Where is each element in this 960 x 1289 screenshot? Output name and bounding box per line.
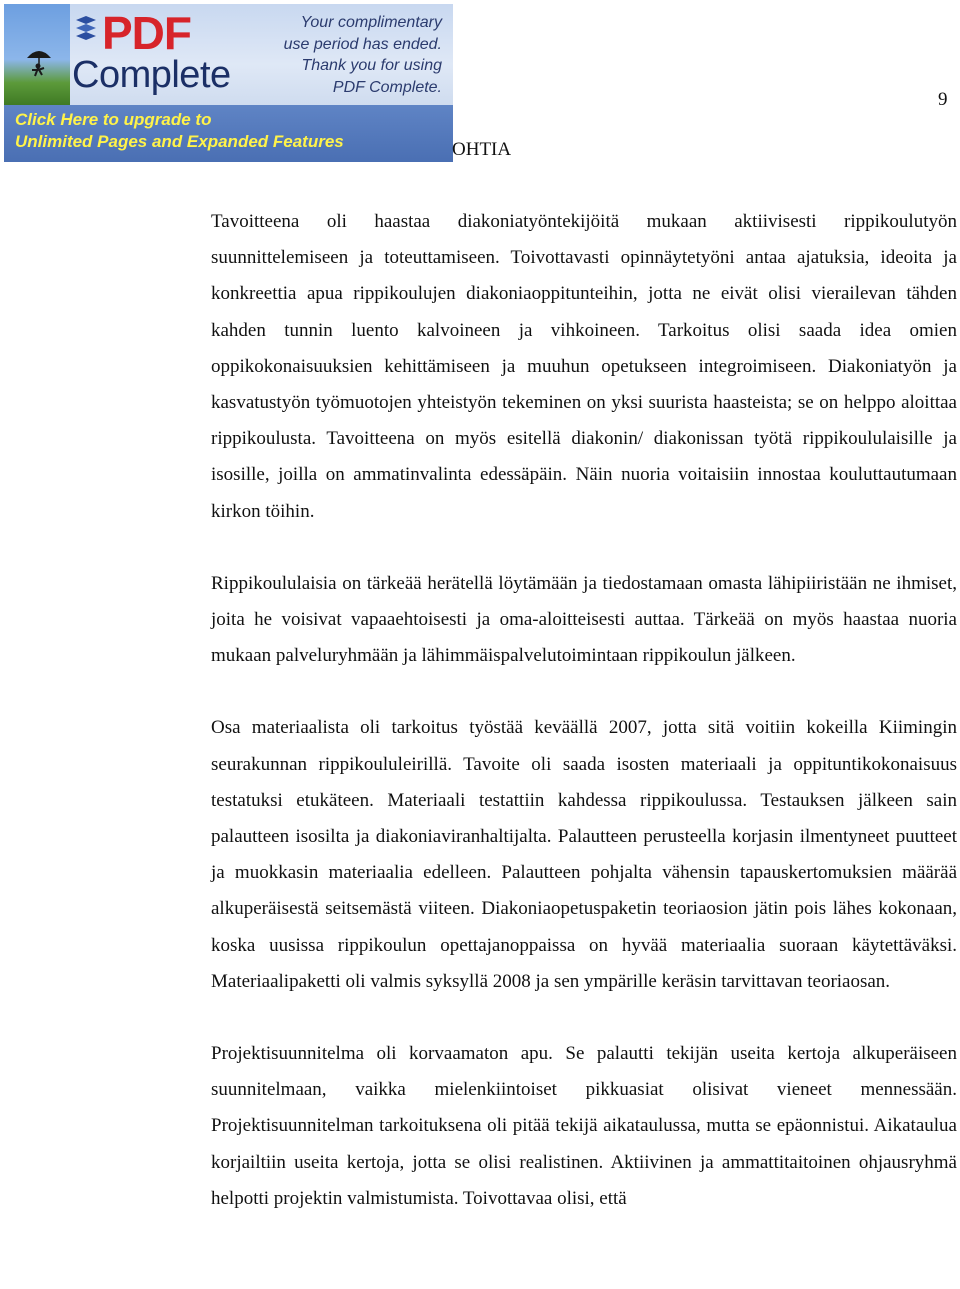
paragraph: Rippikoululaisia on tärkeää herätellä löytämään ja tiedostamaan omasta lähipiiristään ne ihmiset, joita he voisivat vapaaehtoisesti ja oma-aloitteisesti auttaa. Tärkeää on myös haastaa nuoria mukaan palveluryhmään ja lähimmäispalvelutoimintaan rippikoulun jälkeen.: [211, 572, 957, 667]
tagline-line: PDF Complete.: [332, 78, 442, 96]
umbrella-jumper-icon: [24, 46, 54, 80]
pdf-logo-mark-icon: [72, 14, 98, 50]
banner-tagline: [252, 12, 442, 98]
paragraph: Projektisuunnitelma oli korvaamaton apu. Se palautti tekijän useita kertoja alkuperäiseen suunnitelmaan, vaikka mielenkiintoiset pikkuasiat olisivat vieneet mennessään. Projektisuunnitelman tarkoituksena oli pitää tekijä aikataulussa, mutta se epäonnistui. Aikataulua korjailtiin useita kertoja, jotta se olisi realistinen. Aktiivinen ja ammattitaitoinen ohjausryhmä helpotti projektin valmistumista. Toivottavaa olisi, että: [211, 1043, 957, 1209]
tagline-line: Your complimentary: [300, 14, 442, 31]
banner-header: [4, 4, 453, 105]
paragraph: Osa materiaalista oli tarkoitus työstää keväällä 2007, jotta sitä voitiin kokeilla Kiimingin seurakunnan rippikoululeirillä. Tavoite oli saada isosten materiaali ja oppituntikokonaisuus testatuksi etukäteen. Materiaali testattiin kahdessa rippikoulussa. Testauksen jälkeen sain palautteen isosilta ja diakoniaviranhaltijalta. Palautteen perusteella korjasin ilmentyneet puutteet ja muokkasin materiaalia edelleen. Palautteen pohjalta vähensin tapauskertomuksien määrää alkuperäisestä seitsemästä viiteen. Diakoniaopetuspaketin teoriaosion jätin pois lähes kokonaan, koska uusissa rippikoulun opettajanoppaissa on hyvää materiaalia suoraan käytettäväksi. Materiaalipaketti oli valmis syksyllä 2008 ja sen ympärille keräsin tarvittavan teoriaosan.: [211, 717, 957, 992]
section-heading-fragment: OHTIA: [452, 139, 512, 160]
tagline-line: Thank you for using: [301, 57, 442, 74]
banner-photo: [4, 4, 70, 105]
page-number: 9: [938, 89, 948, 110]
logo-complete-text: Complete: [72, 54, 231, 96]
document-body: [211, 204, 957, 1217]
upgrade-line[interactable]: Unlimited Pages and Expanded Features: [15, 132, 344, 151]
upgrade-line[interactable]: Click Here to upgrade to: [15, 110, 212, 129]
upgrade-text[interactable]: [15, 109, 344, 153]
logo-pdf-text: PDF: [102, 7, 191, 59]
paragraph: Tavoitteena oli haastaa diakoniatyöntekijöitä mukaan aktiivisesti rippikoulutyön suunnittelemiseen ja toteuttamiseen. Toivottavasti opinnäytetyöni antaa ajatuksia, ideoita ja konkreettia apua rippikoulujen diakoniaoppitunteihin, jotta ne eivät olisi vierailevan tähden kahden tunnin luento kalvoineen ja vihkoineen. Tarkoitus olisi saada idea omien oppikokonaisuuksien kehittämiseen ja muuhun opetukseen integroimiseen. Diakoniatyön ja kasvatustyön työmuotojen yhteistyön tekeminen on yksi suurista haasteista; se on helppo aloittaa rippikoulusta. Tavoitteena on myös esitellä diakonin/ diakonissan työtä rippikoululaisille ja isosille, joilla on ammatinvalinta edessäpäin. Näin nuoria voitaisiin innostaa kouluttautumaan kirkon töihin.: [211, 211, 957, 522]
upgrade-banner[interactable]: [4, 4, 453, 162]
tagline-line: use period has ended.: [283, 35, 442, 53]
upgrade-link[interactable]: [4, 105, 453, 162]
pdf-complete-logo: [72, 7, 252, 100]
